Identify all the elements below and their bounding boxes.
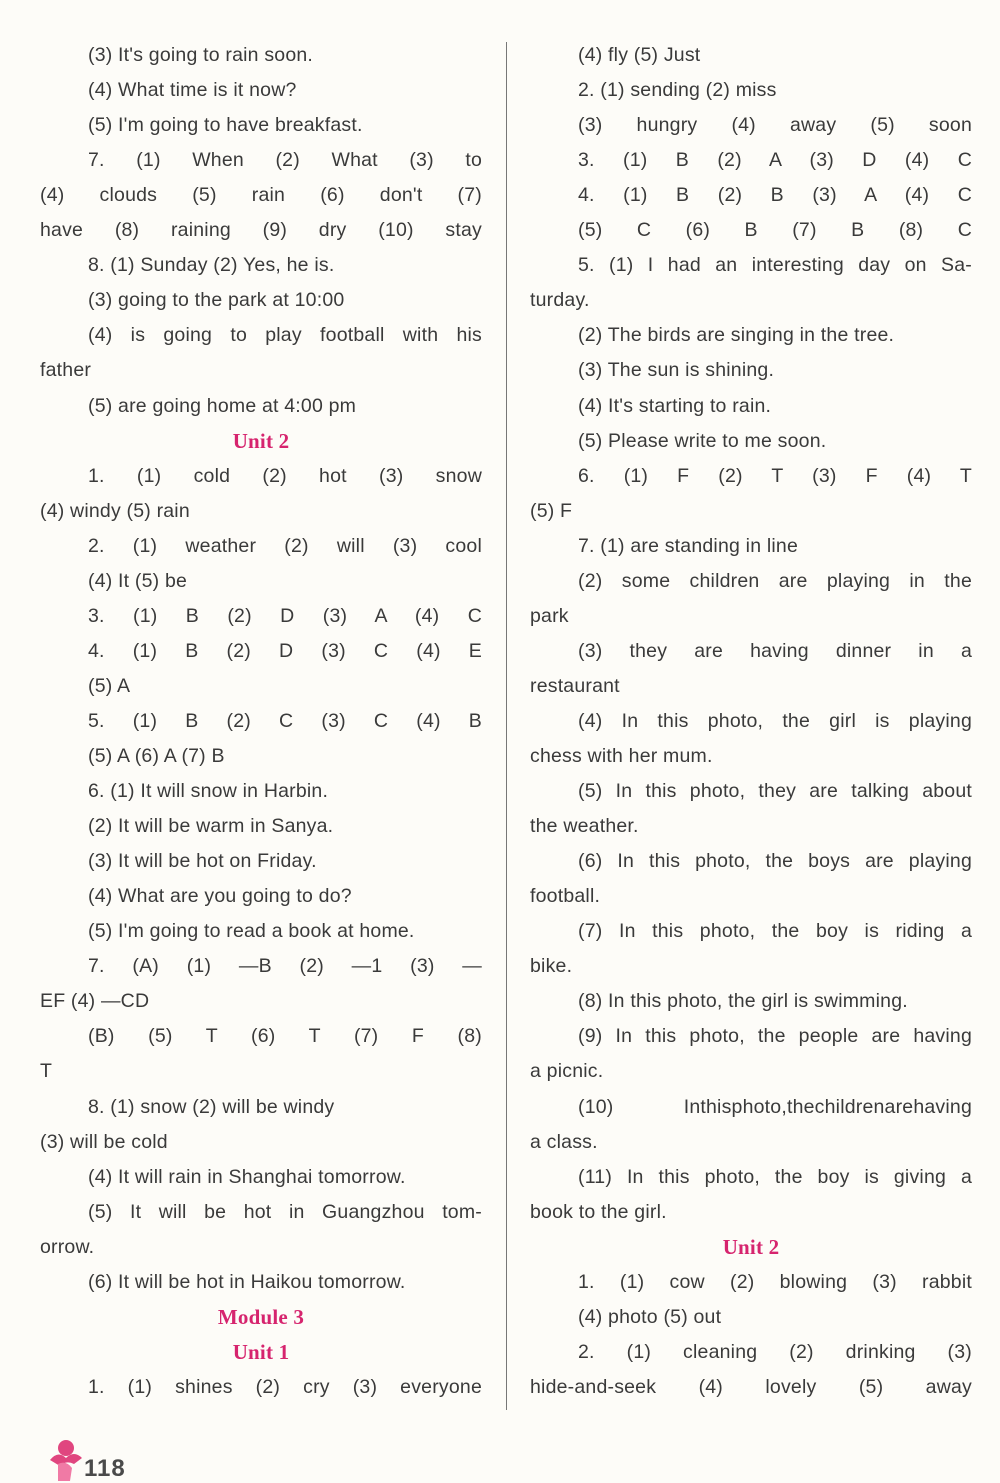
text-line: 6. (1) F (2) T (3) F (4) T	[578, 464, 972, 487]
text-line: (5) A (6) A (7) B	[88, 745, 225, 767]
text-line: a picnic.	[530, 1060, 604, 1083]
text-line: 3. (1) B (2) A (3) D (4) C	[578, 149, 972, 172]
text-line: (4) It (5) be	[88, 569, 188, 592]
text-line: 1. (1) cow (2) blowing (3) rabbit	[578, 1270, 972, 1293]
text-line: (3) will be cold	[40, 1130, 168, 1153]
text-line: (3) hungry (4) away (5) soon	[578, 114, 972, 137]
text-line: (4) It's starting to rain.	[578, 394, 772, 417]
section-heading: Unit 2	[722, 1234, 780, 1259]
text-line: 7. (1) When (2) What (3) to	[88, 149, 482, 172]
text-line: (2) It will be warm in Sanya.	[88, 815, 334, 838]
text-line: (3) The sun is shining.	[578, 359, 775, 382]
text-line: father	[40, 359, 92, 382]
section-heading: Unit 2	[232, 428, 290, 453]
text-line: (7) In this photo, the boy is riding a	[578, 920, 972, 943]
text-line: (3) they are having dinner in a	[578, 639, 972, 662]
text-line: (5) In this photo, they are talking about	[578, 780, 972, 803]
text-line: (4) What time is it now?	[88, 79, 297, 102]
text-line: (5) A	[88, 674, 131, 697]
text-line: (5) It will be hot in Guangzhou tom-	[88, 1200, 482, 1223]
text-line: (4) clouds (5) rain (6) don't (7)	[40, 184, 482, 207]
text-line: bike.	[530, 955, 573, 978]
section-heading: Module 3	[217, 1304, 305, 1329]
text-line: have (8) raining (9) dry (10) stay	[40, 219, 482, 242]
text-line: (4) photo (5) out	[578, 1305, 722, 1328]
girl-figure-icon	[44, 1438, 84, 1481]
text-line: (B) (5) T (6) T (7) F (8)	[88, 1025, 482, 1048]
section-heading: Unit 1	[232, 1339, 290, 1364]
text-line: T	[40, 1060, 53, 1083]
text-line: (4) What are you going to do?	[88, 885, 352, 908]
text-line: (10) Inthisphoto,thechildrenarehaving	[578, 1095, 972, 1118]
text-line: 8. (1) Sunday (2) Yes, he is.	[88, 254, 335, 277]
text-line: (5) I'm going to have breakfast.	[88, 114, 363, 137]
text-line: (4) is going to play football with his	[88, 324, 482, 347]
text-line: book to the girl.	[530, 1200, 667, 1223]
text-line: park	[530, 604, 569, 627]
text-line: 5. (1) B (2) C (3) C (4) B	[88, 709, 482, 732]
text-line: 3. (1) B (2) D (3) A (4) C	[88, 604, 482, 627]
text-line: 4. (1) B (2) B (3) A (4) C	[578, 184, 972, 207]
text-line: (4) It will rain in Shanghai tomorrow.	[88, 1165, 406, 1188]
text-line: 6. (1) It will snow in Harbin.	[88, 780, 329, 803]
text-line: hide-and-seek (4) lovely (5) away	[530, 1375, 972, 1398]
text-line: EF (4) —CD	[40, 990, 150, 1013]
text-line: (3) It will be hot on Friday.	[88, 850, 317, 873]
column-divider	[506, 42, 507, 1410]
text-line: (4) windy (5) rain	[40, 499, 190, 522]
text-line: (9) In this photo, the people are having	[578, 1025, 972, 1048]
text-line: turday.	[530, 289, 590, 312]
text-line: (5) C (6) B (7) B (8) C	[578, 219, 972, 242]
text-line: (2) some children are playing in the	[578, 569, 972, 592]
text-line: 2. (1) sending (2) miss	[578, 79, 777, 102]
text-line: (6) It will be hot in Haikou tomorrow.	[88, 1270, 406, 1293]
text-line: 2. (1) weather (2) will (3) cool	[88, 534, 482, 557]
page-number: 118	[84, 1455, 126, 1482]
text-line: (5) Please write to me soon.	[578, 429, 827, 452]
text-line: restaurant	[530, 674, 620, 697]
text-line: 4. (1) B (2) D (3) C (4) E	[88, 639, 482, 662]
text-line: (4) In this photo, the girl is playing	[578, 709, 972, 732]
text-line: (3) It's going to rain soon.	[88, 44, 314, 66]
text-line: 1. (1) cold (2) hot (3) snow	[88, 464, 482, 487]
text-line: 1. (1) shines (2) cry (3) everyone	[88, 1375, 482, 1398]
text-line: (6) In this photo, the boys are playing	[578, 850, 972, 873]
text-line: orrow.	[40, 1235, 95, 1258]
text-line: (5) are going home at 4:00 pm	[88, 394, 357, 417]
text-line: (5) I'm going to read a book at home.	[88, 920, 415, 943]
text-line: (4) fly (5) Just	[578, 44, 701, 66]
text-line: 7. (A) (1) —B (2) —1 (3) —	[88, 955, 482, 978]
text-line: chess with her mum.	[530, 745, 713, 767]
text-line: 2. (1) cleaning (2) drinking (3)	[578, 1340, 972, 1363]
text-line: 7. (1) are standing in line	[578, 534, 799, 557]
text-line: (3) going to the park at 10:00	[88, 289, 345, 312]
text-line: (5) F	[530, 499, 573, 522]
text-line: (8) In this photo, the girl is swimming.	[578, 990, 908, 1013]
text-line: (11) In this photo, the boy is giving a	[578, 1165, 972, 1188]
text-line: the weather.	[530, 815, 639, 838]
text-line: football.	[530, 885, 601, 908]
text-line: (2) The birds are singing in the tree.	[578, 324, 895, 347]
text-line: 8. (1) snow (2) will be windy	[88, 1095, 335, 1118]
text-line: 5. (1) I had an interesting day on Sa-	[578, 254, 972, 277]
text-line: a class.	[530, 1130, 598, 1153]
